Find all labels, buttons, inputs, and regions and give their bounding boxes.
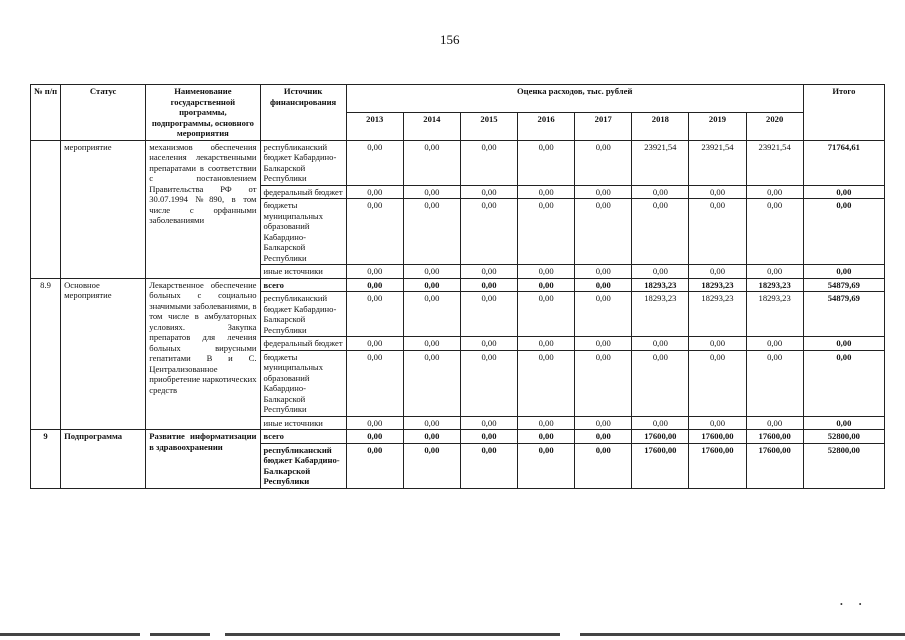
- value-cell: 0,00: [403, 199, 460, 265]
- value-cell: 0,00: [746, 265, 803, 279]
- total-cell: 0,00: [803, 350, 884, 416]
- row-num-cell: 9: [31, 430, 61, 489]
- table-row: [31, 278, 885, 292]
- value-cell: 0,00: [346, 185, 403, 199]
- value-cell: 0,00: [346, 140, 403, 185]
- row-name-cell: Лекарственное обеспечение больных с социально значимыми заболеваниями, в том числе в амбулаторных условиях. Закупка препаратов для лечения больных вирусными гепатитами В и С. Централизованное приобретение наркотических средств: [146, 278, 260, 430]
- value-cell: 0,00: [460, 443, 517, 488]
- value-cell: 0,00: [346, 430, 403, 444]
- value-cell: 17600,00: [689, 430, 746, 444]
- value-cell: 0,00: [460, 350, 517, 416]
- value-cell: 0,00: [346, 199, 403, 265]
- header-num: № п/п: [31, 85, 61, 141]
- value-cell: 0,00: [689, 199, 746, 265]
- value-cell: 0,00: [632, 265, 689, 279]
- source-cell: бюджеты муниципальных образований Кабардино-Балкарской Республики: [260, 350, 346, 416]
- total-cell: 0,00: [803, 265, 884, 279]
- value-cell: 18293,23: [632, 278, 689, 292]
- value-cell: 0,00: [460, 199, 517, 265]
- value-cell: 0,00: [518, 292, 575, 337]
- row-name-cell: механизмов обеспечения населения лекарственными препаратами в соответствии с постановлением Правительства РФ от 30.07.1994 №890, в том числе с орфанными заболеваниями: [146, 140, 260, 278]
- value-cell: 0,00: [575, 350, 632, 416]
- header-year: 2016: [518, 112, 575, 140]
- value-cell: 0,00: [403, 443, 460, 488]
- value-cell: 0,00: [403, 416, 460, 430]
- page-bottom-rule: [0, 633, 905, 636]
- value-cell: 17600,00: [746, 430, 803, 444]
- total-cell: 0,00: [803, 416, 884, 430]
- total-cell: 0,00: [803, 337, 884, 351]
- value-cell: 0,00: [460, 278, 517, 292]
- header-estimate: Оценка расходов, тыс. рублей: [346, 85, 803, 113]
- header-year: 2017: [575, 112, 632, 140]
- value-cell: 17600,00: [746, 443, 803, 488]
- page-number: 156: [440, 32, 460, 47]
- value-cell: 0,00: [575, 416, 632, 430]
- header-year: 2014: [403, 112, 460, 140]
- value-cell: 0,00: [518, 430, 575, 444]
- value-cell: 0,00: [518, 140, 575, 185]
- value-cell: 0,00: [346, 337, 403, 351]
- table-row: [31, 140, 885, 185]
- value-cell: 0,00: [518, 265, 575, 279]
- value-cell: 0,00: [460, 292, 517, 337]
- source-cell: республиканский бюджет Кабардино-Балкарской Республики: [260, 443, 346, 488]
- value-cell: 0,00: [518, 199, 575, 265]
- header-total: Итого: [803, 85, 884, 141]
- source-cell: республиканский бюджет Кабардино-Балкарской Республики: [260, 292, 346, 337]
- total-cell: 71764,61: [803, 140, 884, 185]
- value-cell: 0,00: [575, 265, 632, 279]
- value-cell: 0,00: [518, 185, 575, 199]
- value-cell: 0,00: [575, 292, 632, 337]
- value-cell: 0,00: [346, 265, 403, 279]
- value-cell: 0,00: [632, 199, 689, 265]
- value-cell: 0,00: [518, 337, 575, 351]
- value-cell: 0,00: [403, 140, 460, 185]
- value-cell: 0,00: [575, 140, 632, 185]
- value-cell: 0,00: [689, 416, 746, 430]
- value-cell: 0,00: [632, 337, 689, 351]
- value-cell: 0,00: [460, 265, 517, 279]
- value-cell: 0,00: [575, 199, 632, 265]
- total-cell: 0,00: [803, 185, 884, 199]
- value-cell: 0,00: [518, 278, 575, 292]
- value-cell: 0,00: [346, 278, 403, 292]
- value-cell: 0,00: [460, 416, 517, 430]
- header-year: 2013: [346, 112, 403, 140]
- value-cell: 17600,00: [632, 430, 689, 444]
- header-status: Статус: [61, 85, 146, 141]
- value-cell: 0,00: [403, 337, 460, 351]
- header-year: 2018: [632, 112, 689, 140]
- value-cell: 18293,23: [746, 292, 803, 337]
- value-cell: 0,00: [403, 278, 460, 292]
- value-cell: 0,00: [575, 185, 632, 199]
- value-cell: 0,00: [575, 337, 632, 351]
- value-cell: 18293,23: [689, 292, 746, 337]
- value-cell: 0,00: [746, 337, 803, 351]
- value-cell: 0,00: [689, 185, 746, 199]
- total-cell: 0,00: [803, 199, 884, 265]
- total-cell: 52800,00: [803, 443, 884, 488]
- value-cell: 0,00: [403, 185, 460, 199]
- value-cell: 0,00: [575, 278, 632, 292]
- value-cell: 0,00: [403, 292, 460, 337]
- source-cell: республиканский бюджет Кабардино-Балкарской Республики: [260, 140, 346, 185]
- value-cell: 0,00: [689, 265, 746, 279]
- header-name: Наименование государственной программы, подпрограммы, основного мероприятия: [146, 85, 260, 141]
- header-source: Источник финансирования: [260, 85, 346, 141]
- source-cell: федеральный бюджет: [260, 337, 346, 351]
- value-cell: 0,00: [460, 430, 517, 444]
- value-cell: 18293,23: [689, 278, 746, 292]
- value-cell: 0,00: [746, 199, 803, 265]
- value-cell: 0,00: [746, 185, 803, 199]
- source-cell: иные источники: [260, 416, 346, 430]
- header-year: 2019: [689, 112, 746, 140]
- scan-marks: • •: [840, 600, 862, 609]
- table-row: [31, 430, 885, 444]
- row-name-cell: Развитие информатизации в здравоохранении: [146, 430, 260, 489]
- value-cell: 0,00: [575, 443, 632, 488]
- value-cell: 0,00: [632, 185, 689, 199]
- source-cell: всего: [260, 278, 346, 292]
- value-cell: 0,00: [518, 416, 575, 430]
- value-cell: 18293,23: [632, 292, 689, 337]
- source-cell: всего: [260, 430, 346, 444]
- header-year: 2015: [460, 112, 517, 140]
- value-cell: 0,00: [689, 337, 746, 351]
- total-cell: 54879,69: [803, 278, 884, 292]
- row-status-cell: мероприятие: [61, 140, 146, 278]
- value-cell: 0,00: [460, 185, 517, 199]
- budget-table: [30, 84, 885, 489]
- value-cell: 0,00: [518, 350, 575, 416]
- value-cell: 0,00: [346, 292, 403, 337]
- value-cell: 23921,54: [689, 140, 746, 185]
- value-cell: 0,00: [403, 350, 460, 416]
- value-cell: 0,00: [346, 416, 403, 430]
- value-cell: 0,00: [403, 430, 460, 444]
- value-cell: 0,00: [460, 337, 517, 351]
- header-year: 2020: [746, 112, 803, 140]
- header-row: [31, 85, 885, 113]
- value-cell: 0,00: [746, 350, 803, 416]
- row-status-cell: Подпрограмма: [61, 430, 146, 489]
- row-status-cell: Основное мероприятие: [61, 278, 146, 430]
- value-cell: 0,00: [346, 443, 403, 488]
- value-cell: 17600,00: [632, 443, 689, 488]
- value-cell: 23921,54: [746, 140, 803, 185]
- value-cell: 0,00: [346, 350, 403, 416]
- value-cell: 23921,54: [632, 140, 689, 185]
- source-cell: иные источники: [260, 265, 346, 279]
- total-cell: 54879,69: [803, 292, 884, 337]
- value-cell: 0,00: [518, 443, 575, 488]
- row-num-cell: [31, 140, 61, 278]
- row-num-cell: 8.9: [31, 278, 61, 430]
- total-cell: 52800,00: [803, 430, 884, 444]
- value-cell: 0,00: [746, 416, 803, 430]
- value-cell: 18293,23: [746, 278, 803, 292]
- value-cell: 0,00: [632, 416, 689, 430]
- value-cell: 0,00: [460, 140, 517, 185]
- value-cell: 0,00: [575, 430, 632, 444]
- source-cell: федеральный бюджет: [260, 185, 346, 199]
- value-cell: 0,00: [689, 350, 746, 416]
- value-cell: 0,00: [403, 265, 460, 279]
- source-cell: бюджеты муниципальных образований Кабардино-Балкарской Республики: [260, 199, 346, 265]
- value-cell: 17600,00: [689, 443, 746, 488]
- value-cell: 0,00: [632, 350, 689, 416]
